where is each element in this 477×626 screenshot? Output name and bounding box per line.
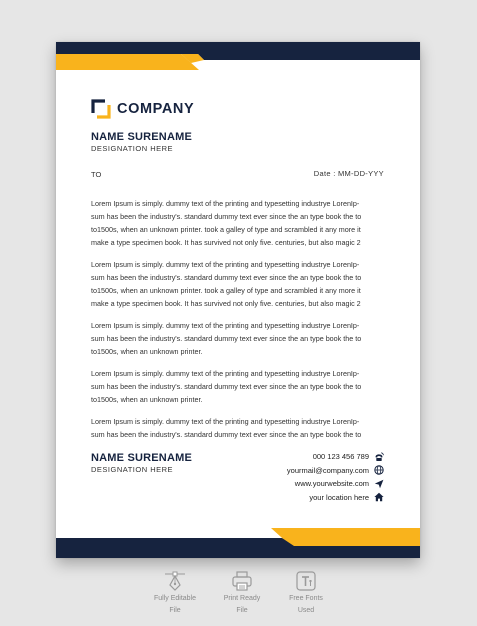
sender-name: NAME SURENAME [91, 131, 192, 143]
body-line: sum has been the industry's. standard dummy text ever since the an type book the to [91, 212, 362, 221]
body-paragraph [91, 197, 387, 249]
body-line: make a type specimen book. It has survived not only five. centuries, but also magic 2 [91, 238, 361, 247]
feature-list [0, 570, 477, 620]
feature-print-line2: File [236, 606, 248, 614]
body-line: Lorem Ipsum is simply. dummy text of the printing and typesetting industrye LorenIp- [91, 369, 360, 378]
feature-fonts-line2: Used [297, 606, 315, 614]
feature-fonts-line1: Free Fonts [289, 595, 323, 602]
footer-accent-band [271, 528, 420, 546]
website-text: www.yourwebsite.com [294, 479, 369, 489]
body-line: to1500s, when an unknown printer. [91, 347, 203, 356]
body-line: Lorem Ipsum is simply. dummy text of the printing and typesetting industrye LorenIp- [91, 199, 360, 208]
phone-icon [374, 452, 384, 462]
body-line: sum has been the industry's. standard dummy text ever since the an type book the to [91, 430, 362, 439]
sender-designation: DESIGNATION HERE [91, 144, 174, 153]
feature-editable-line2: File [169, 606, 181, 614]
contact-phone [287, 450, 384, 464]
header-accent-band [56, 54, 199, 70]
font-icon [295, 570, 317, 592]
body-line: make a type specimen book. It has survived not only five. centuries, but also magic 2 [91, 299, 361, 308]
printer-icon [231, 570, 253, 592]
body-line: sum has been the industry's. standard dummy text ever since the an type book the to [91, 334, 362, 343]
home-icon [374, 492, 384, 502]
contact-location [287, 491, 384, 505]
body-line: sum has been the industry's. standard dummy text ever since the an type book the to [91, 273, 362, 282]
signature-name: NAME SURENAME [91, 452, 192, 464]
recipient-label: TO [91, 170, 102, 179]
body-paragraph [91, 415, 387, 441]
feature-print-line1: Print Ready [223, 595, 261, 602]
feature-editable [140, 570, 210, 615]
globe-icon [374, 465, 384, 475]
body-paragraph [91, 319, 387, 358]
contact-email [287, 464, 384, 478]
feature-print [207, 570, 277, 615]
signature-designation: DESIGNATION HERE [91, 465, 174, 474]
location-text: your location here [309, 492, 369, 502]
body-line: to1500s, when an unknown printer. took a galley of type and scrambled it any more it [91, 225, 361, 234]
body-line: to1500s, when an unknown printer. [91, 395, 203, 404]
company-name: COMPANY [117, 101, 195, 117]
feature-fonts [271, 570, 341, 615]
feature-editable-line1: Fully Editable [153, 595, 197, 602]
letterhead-sheet [56, 42, 420, 558]
send-icon [374, 479, 384, 489]
contact-block [287, 450, 384, 504]
body-line: Lorem Ipsum is simply. dummy text of the printing and typesetting industrye LorenIp- [91, 321, 360, 330]
letter-body [91, 197, 387, 450]
date-field: Date : MM-DD-YYY [313, 169, 384, 178]
contact-website [287, 477, 384, 491]
body-line: sum has been the industry's. standard dummy text ever since the an type book the to [91, 382, 362, 391]
email-text: yourmail@company.com [286, 465, 369, 475]
body-line: to1500s, when an unknown printer. took a galley of type and scrambled it any more it [91, 286, 361, 295]
body-line: Lorem Ipsum is simply. dummy text of the printing and typesetting industrye LorenIp- [91, 417, 360, 426]
pen-tool-icon [164, 570, 186, 592]
body-paragraph [91, 258, 387, 310]
body-paragraph [91, 367, 387, 406]
phone-text: 000 123 456 789 [312, 452, 369, 462]
body-line: Lorem Ipsum is simply. dummy text of the printing and typesetting industrye LorenIp- [91, 260, 360, 269]
square-bracket-logo-icon [91, 99, 111, 119]
